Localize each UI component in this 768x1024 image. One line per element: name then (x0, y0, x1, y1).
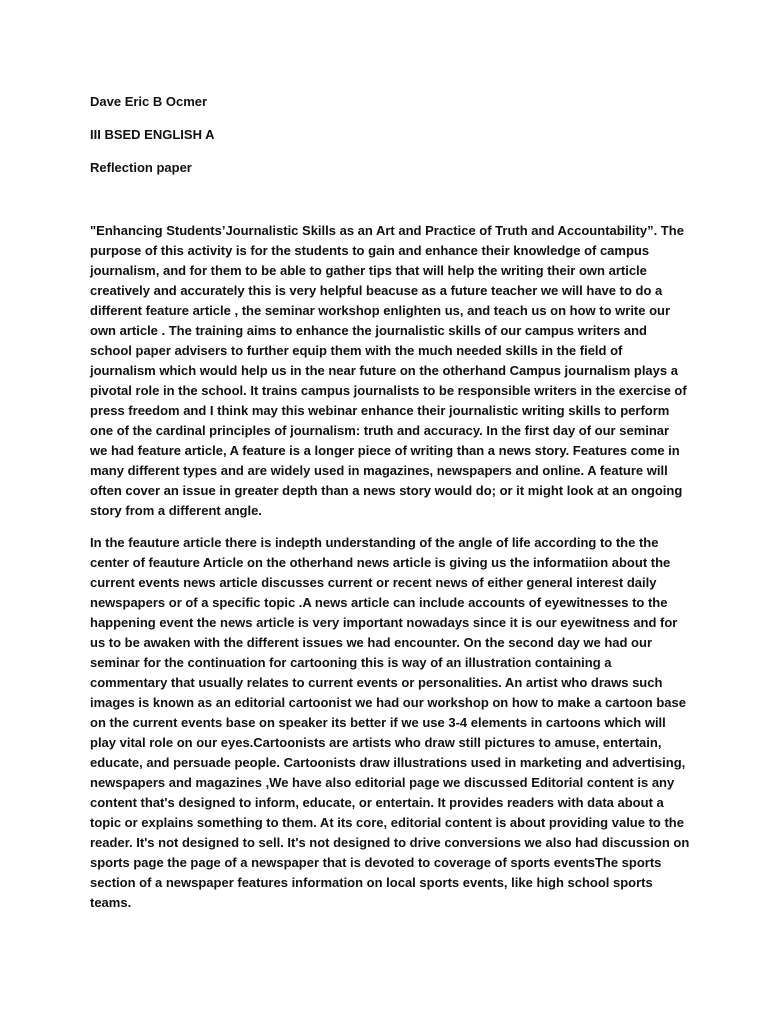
document-body (90, 221, 690, 913)
paragraph-1: "Enhancing Students’Journalistic Skills as an Art and Practice of Truth and Accountability”. The purpose of this activity is for the students to gain and enhance their knowledge of campus journalism, and for them to be able to gather tips that will help the writing their own article creatively and accurately this is very helpful beacuse as a future teacher we will have to do a different feature article , the seminar workshop enlighten us, and teach us on how to write our own article . The training aims to enhance the journalistic skills of our campus writers and school paper advisers to further equip them with the much needed skills in the field of journalism which would help us in the near future on the otherhand Campus journalism plays a pivotal role in the school. It trains campus journalists to be responsible writers in the exercise of press freedom and I think may this webinar enhance their journalistic writing skills to perform one of the cardinal principles of journalism: truth and accuracy. In the first day of our seminar we had feature article, A feature is a longer piece of writing than a news story. Features come in many different types and are widely used in magazines, newspapers and online. A feature will often cover an issue in greater depth than a news story would do; or it might look at an ongoing story from a different angle. (90, 223, 687, 518)
document-type: Reflection paper (90, 160, 192, 175)
course-section: III BSED ENGLISH A (90, 127, 215, 142)
document-page (90, 92, 690, 925)
paragraph-2: In the feauture article there is indepth understanding of the angle of life according to the the center of feauture Article on the otherhand news article is giving us the informatiion about the current events news article discusses current or recent news of either general interest daily newspapers or of a specific topic .A news article can include accounts of eyewitnesses to the happening event the news article is very important nowadays since it is our eyewitness and for us to be awaken with the different issues we had encounter. On the second day we had our seminar for the continuation for cartooning this is way of an illustration containing a commentary that usually relates to current events or personalities. An artist who draws such images is known as an editorial cartoonist we had our workshop on how to make a cartoon base on the current events base on speaker its better if we use 3-4 elements in cartoons which will play vital role on our eyes.Cartoonists are artists who draw still pictures to amuse, entertain, educate, and persuade people. Cartoonists draw illustrations used in marketing and advertising, newspapers and magazines ,We have also editorial page we discussed Editorial content is any content that's designed to inform, educate, or entertain. It provides readers with data about a topic or explains something to them. At its core, editorial content is about providing value to the reader. It's not designed to sell. It's not designed to drive conversions we also had discussion on sports page the page of a newspaper that is devoted to coverage of sports eventsThe sports section of a newspaper features information on local sports events, like high school sports teams. (90, 535, 690, 910)
author-name: Dave Eric B Ocmer (90, 94, 208, 109)
